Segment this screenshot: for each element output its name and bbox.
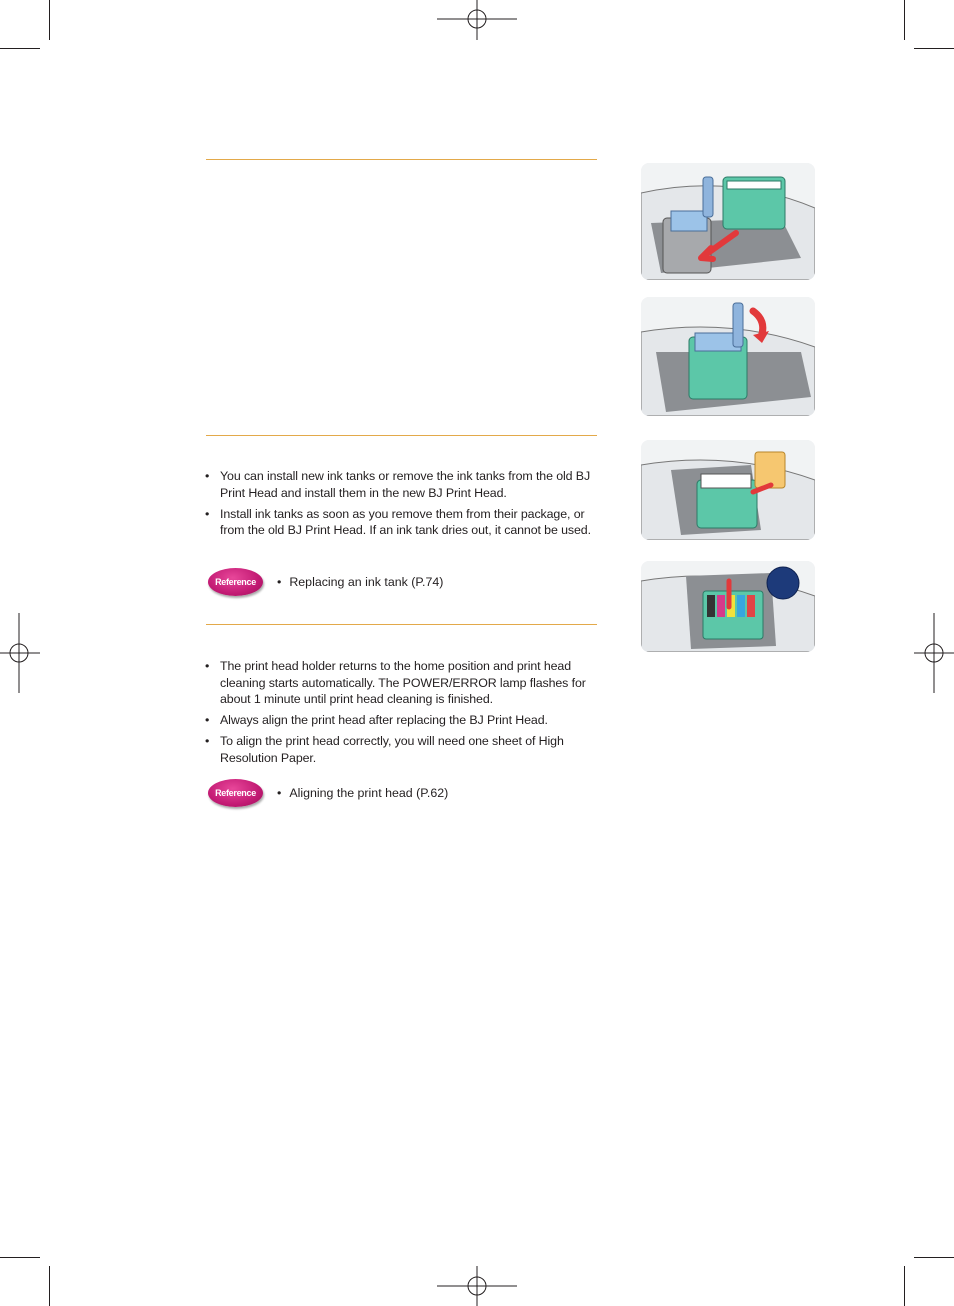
registration-mark-top — [437, 0, 517, 40]
section-rule-3 — [206, 624, 597, 625]
reference-link-aligning-print-head[interactable]: • Aligning the print head (P.62) — [277, 786, 448, 800]
illustration-installed-print-head — [641, 561, 815, 652]
note-item: • Install ink tanks as soon as you remove them from their package, or from the old BJ Print Head. If an ink tank dries out, it cannot be used. — [204, 506, 600, 539]
reference-link-replacing-ink-tank[interactable]: • Replacing an ink tank (P.74) — [277, 575, 443, 589]
note-item: • The print head holder returns to the home position and print head cleaning starts automatically. The POWER/ERROR lamp flashes for about 1 minute until print head cleaning is finished. — [204, 658, 600, 708]
reference-badge: Reference — [208, 568, 263, 596]
registration-mark-right — [914, 613, 954, 693]
install-tanks-notes — [204, 468, 600, 543]
section-rule-1 — [206, 159, 597, 160]
after-replace-notes — [204, 658, 600, 771]
note-item: • Always align the print head after replacing the BJ Print Head. — [204, 712, 600, 729]
note-item: • You can install new ink tanks or remove the ink tanks from the old BJ Print Head and install them in the new BJ Print Head. — [204, 468, 600, 501]
registration-mark-left — [0, 613, 40, 693]
reference-badge: Reference — [208, 779, 263, 807]
illustration-remove-print-head — [641, 163, 815, 280]
illustration-lower-lock-lever — [641, 297, 815, 416]
registration-mark-bottom — [437, 1266, 517, 1306]
section-rule-2 — [206, 435, 597, 436]
illustration-insert-ink-tank — [641, 440, 815, 540]
note-item: • To align the print head correctly, you will need one sheet of High Resolution Paper. — [204, 733, 600, 766]
